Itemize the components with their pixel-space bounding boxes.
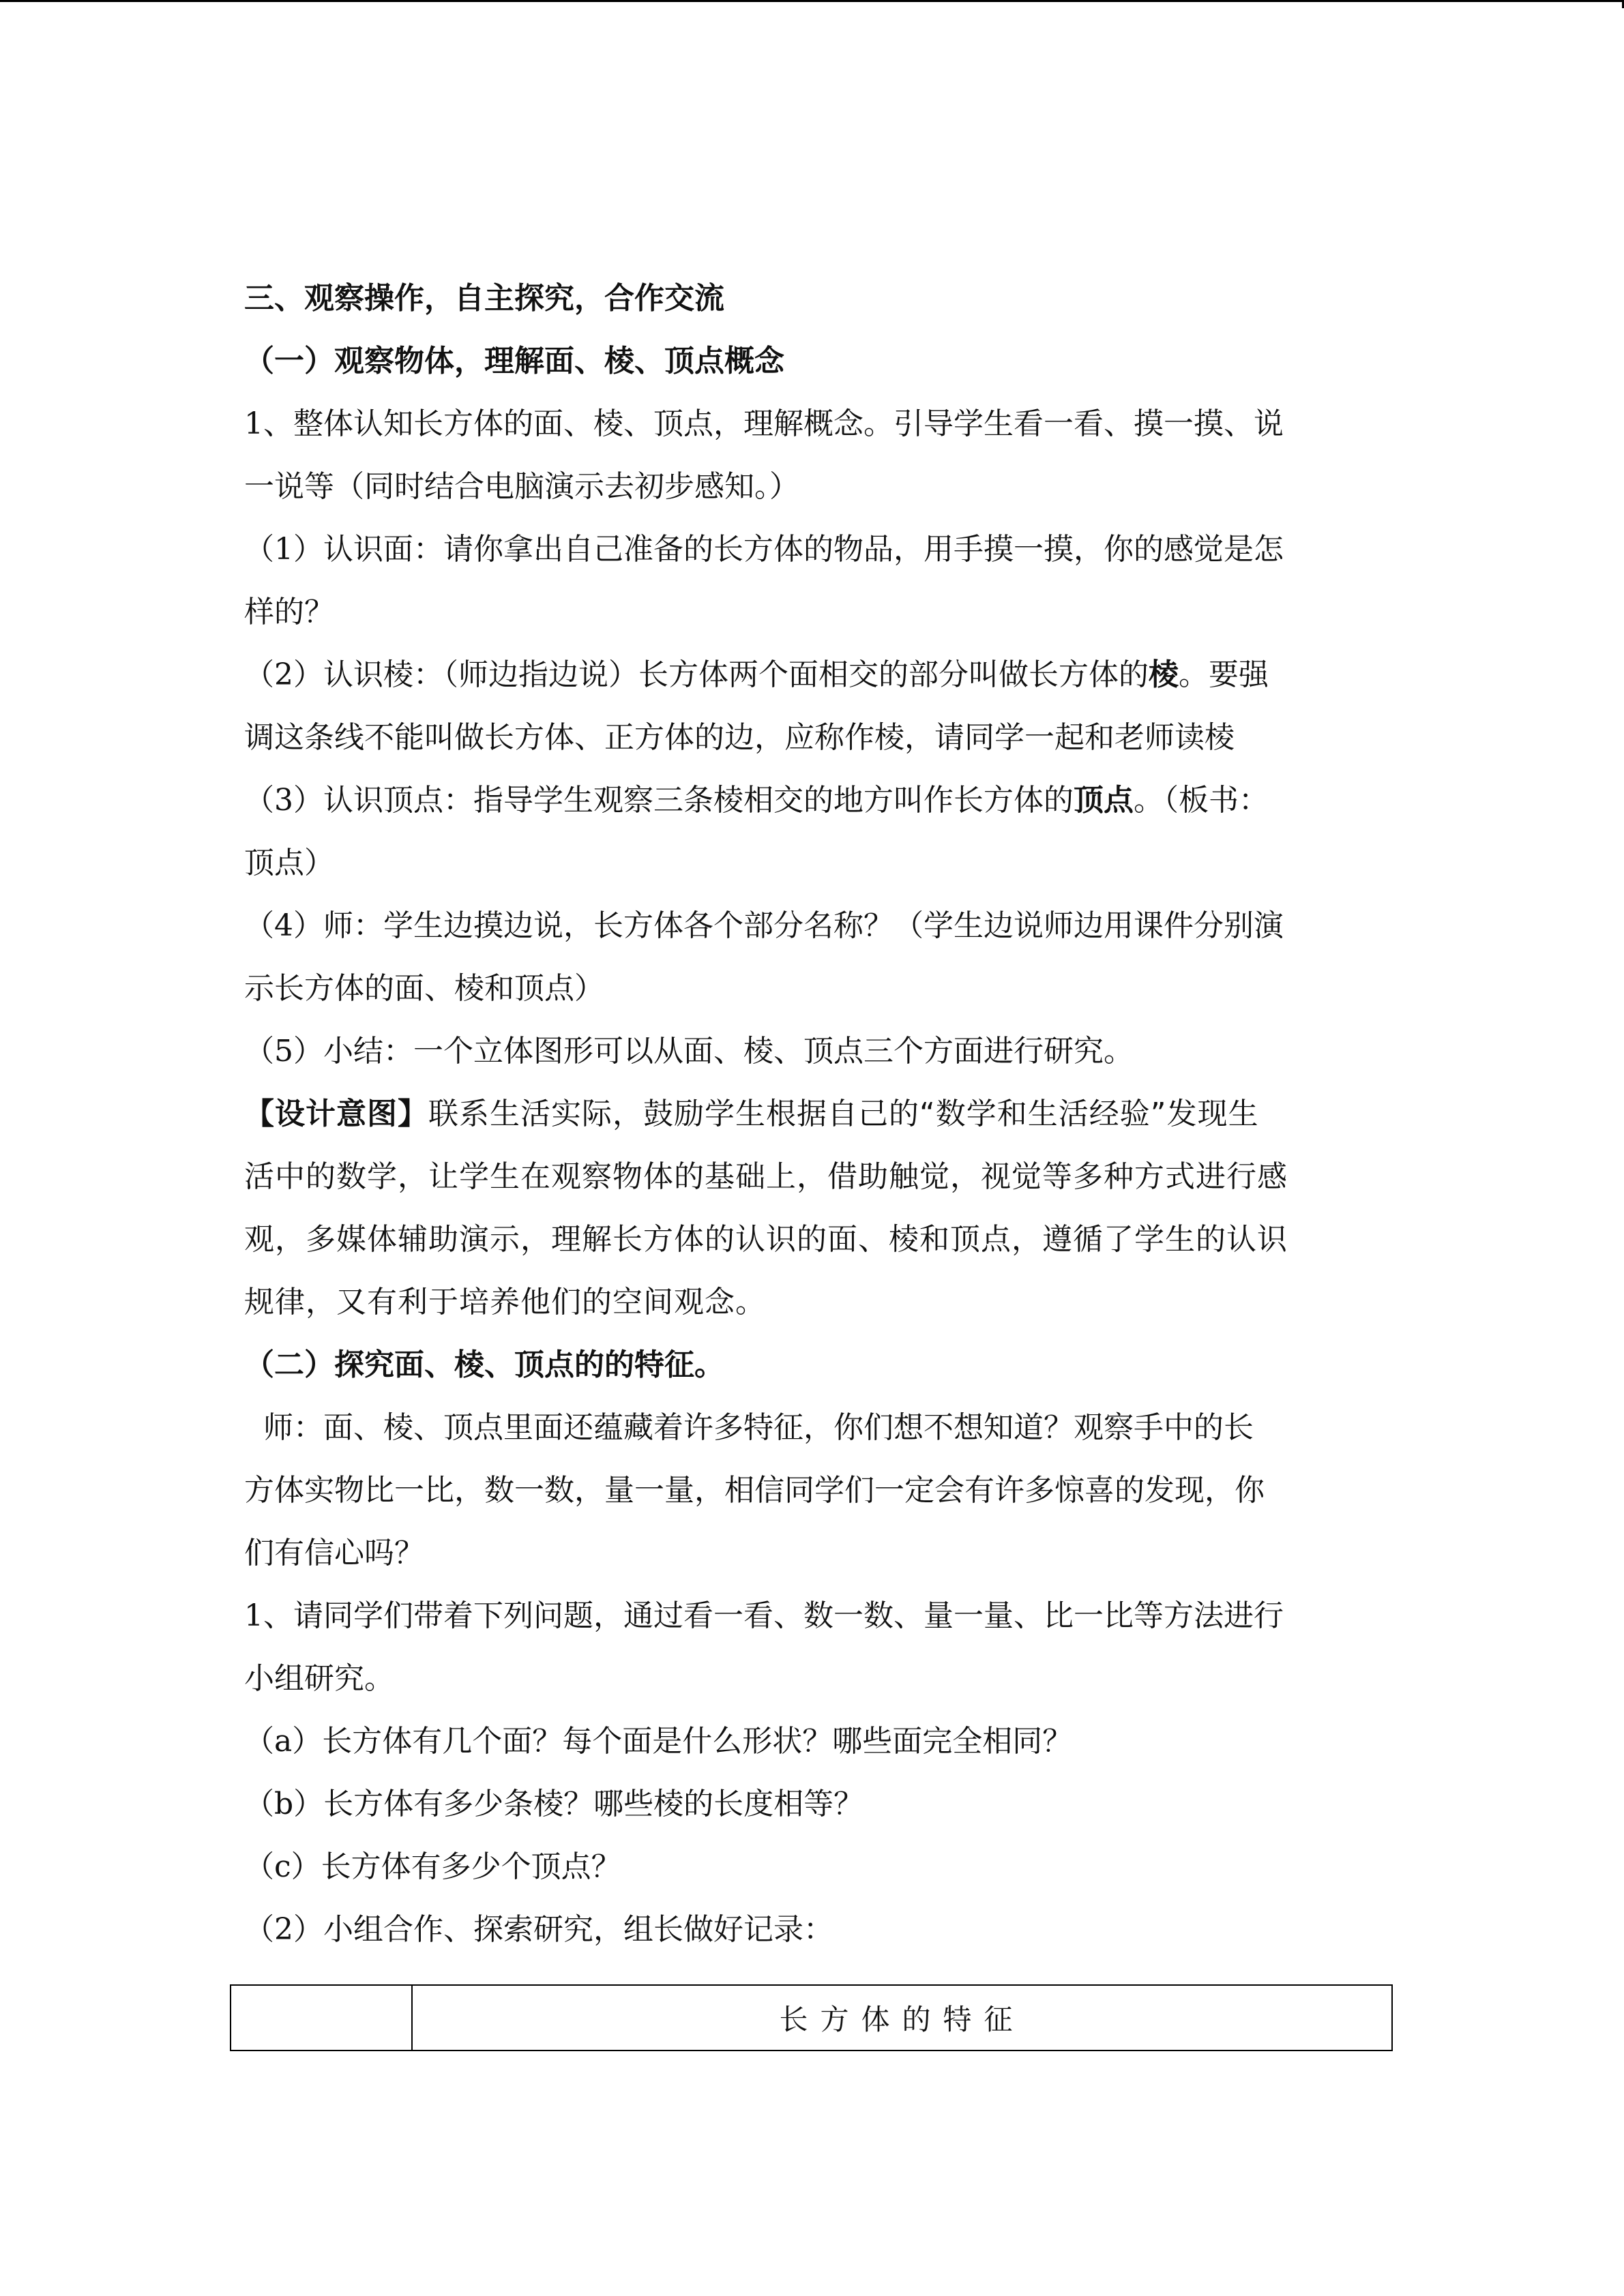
table-row [231, 1985, 1392, 2051]
item2-line1 [244, 644, 1376, 706]
item2-term-edge: 棱 [1149, 657, 1179, 692]
question-b: （b）长方体有多少条棱？哪些棱的长度相等？ [244, 1787, 864, 1821]
section-title: 三、观察操作，自主探究，合作交流 [244, 281, 724, 316]
design-intent-line1 [244, 1083, 1376, 1146]
part1-intro-line2: 一说等（同时结合电脑演示去初步感知。） [244, 469, 799, 504]
item2-line2: 调这条线不能叫做长方体、正方体的边，应称作棱，请同学一起和老师读棱 [244, 720, 1235, 755]
item3-line1 [244, 769, 1376, 832]
item4-line2: 示长方体的面、棱和顶点） [244, 971, 604, 1006]
group-work-line: （2）小组合作、探索研究，组长做好记录： [244, 1912, 833, 1947]
design-intent-label: 【设计意图】 [244, 1097, 428, 1131]
item3-text-a: （3）认识顶点：指导学生观察三条棱相交的地方叫作长方体的 [244, 783, 1074, 818]
item1-line1: （1）认识面：请你拿出自己准备的长方体的物品，用手摸一摸，你的感觉是怎 [244, 532, 1284, 567]
item3-line2: 顶点） [244, 846, 334, 880]
design-intent-text1: 联系生活实际，鼓励学生根据自己的“数学和生活经验”发现生 [428, 1097, 1259, 1131]
task-line2: 小组研究。 [244, 1661, 394, 1696]
part2-heading: （二）探究面、棱、顶点的的特征。 [244, 1347, 724, 1382]
part1-heading: （一）观察物体，理解面、棱、顶点概念 [244, 344, 784, 378]
item1-line2: 样的？ [244, 595, 334, 629]
page-top-border [0, 0, 1624, 2]
item2-text-a: （2）认识棱：（师边指边说）长方体两个面相交的部分叫做长方体的 [244, 657, 1149, 692]
table-header-left [231, 1985, 412, 2051]
question-a: （a）长方体有几个面？每个面是什么形状？哪些面完全相同？ [244, 1724, 1073, 1759]
feature-table-wrapper [230, 1984, 1393, 2051]
teacher-line1: 师：面、棱、顶点里面还蕴藏着许多特征，你们想不想知道？观察手中的长 [244, 1410, 1254, 1445]
design-intent-line4: 规律，又有利于培养他们的空间观念。 [244, 1285, 766, 1320]
design-intent-line2: 活中的数学，让学生在观察物体的基础上，借助触觉，视觉等多种方式进行感 [244, 1159, 1288, 1194]
design-intent-line3: 观，多媒体辅助演示，理解长方体的认识的面、棱和顶点，遵循了学生的认识 [244, 1222, 1288, 1257]
part1-intro-line1: 1、整体认知长方体的面、棱、顶点，理解概念。引导学生看一看、摸一摸、说 [244, 406, 1284, 441]
table-header-right: 长方体的特征 [412, 1985, 1392, 2051]
item4-line1: （4）师：学生边摸边说，长方体各个部分名称？（学生边说师边用课件分别演 [244, 908, 1284, 943]
item2-text-b: 。要强 [1179, 657, 1269, 692]
question-c: （c）长方体有多少个顶点？ [244, 1849, 621, 1884]
item3-text-b: 。（板书： [1134, 783, 1269, 818]
document-body [244, 267, 1376, 1961]
cuboid-feature-table [230, 1984, 1393, 2051]
item3-term-vertex: 顶点 [1074, 783, 1134, 818]
task-line1: 1、请同学们带着下列问题，通过看一看、数一数、量一量、比一比等方法进行 [244, 1598, 1284, 1633]
item5-line1: （5）小结：一个立体图形可以从面、棱、顶点三个方面进行研究。 [244, 1034, 1134, 1069]
teacher-line3: 们有信心吗？ [244, 1536, 424, 1570]
teacher-line2: 方体实物比一比，数一数，量一量，相信同学们一定会有许多惊喜的发现，你 [244, 1473, 1265, 1508]
